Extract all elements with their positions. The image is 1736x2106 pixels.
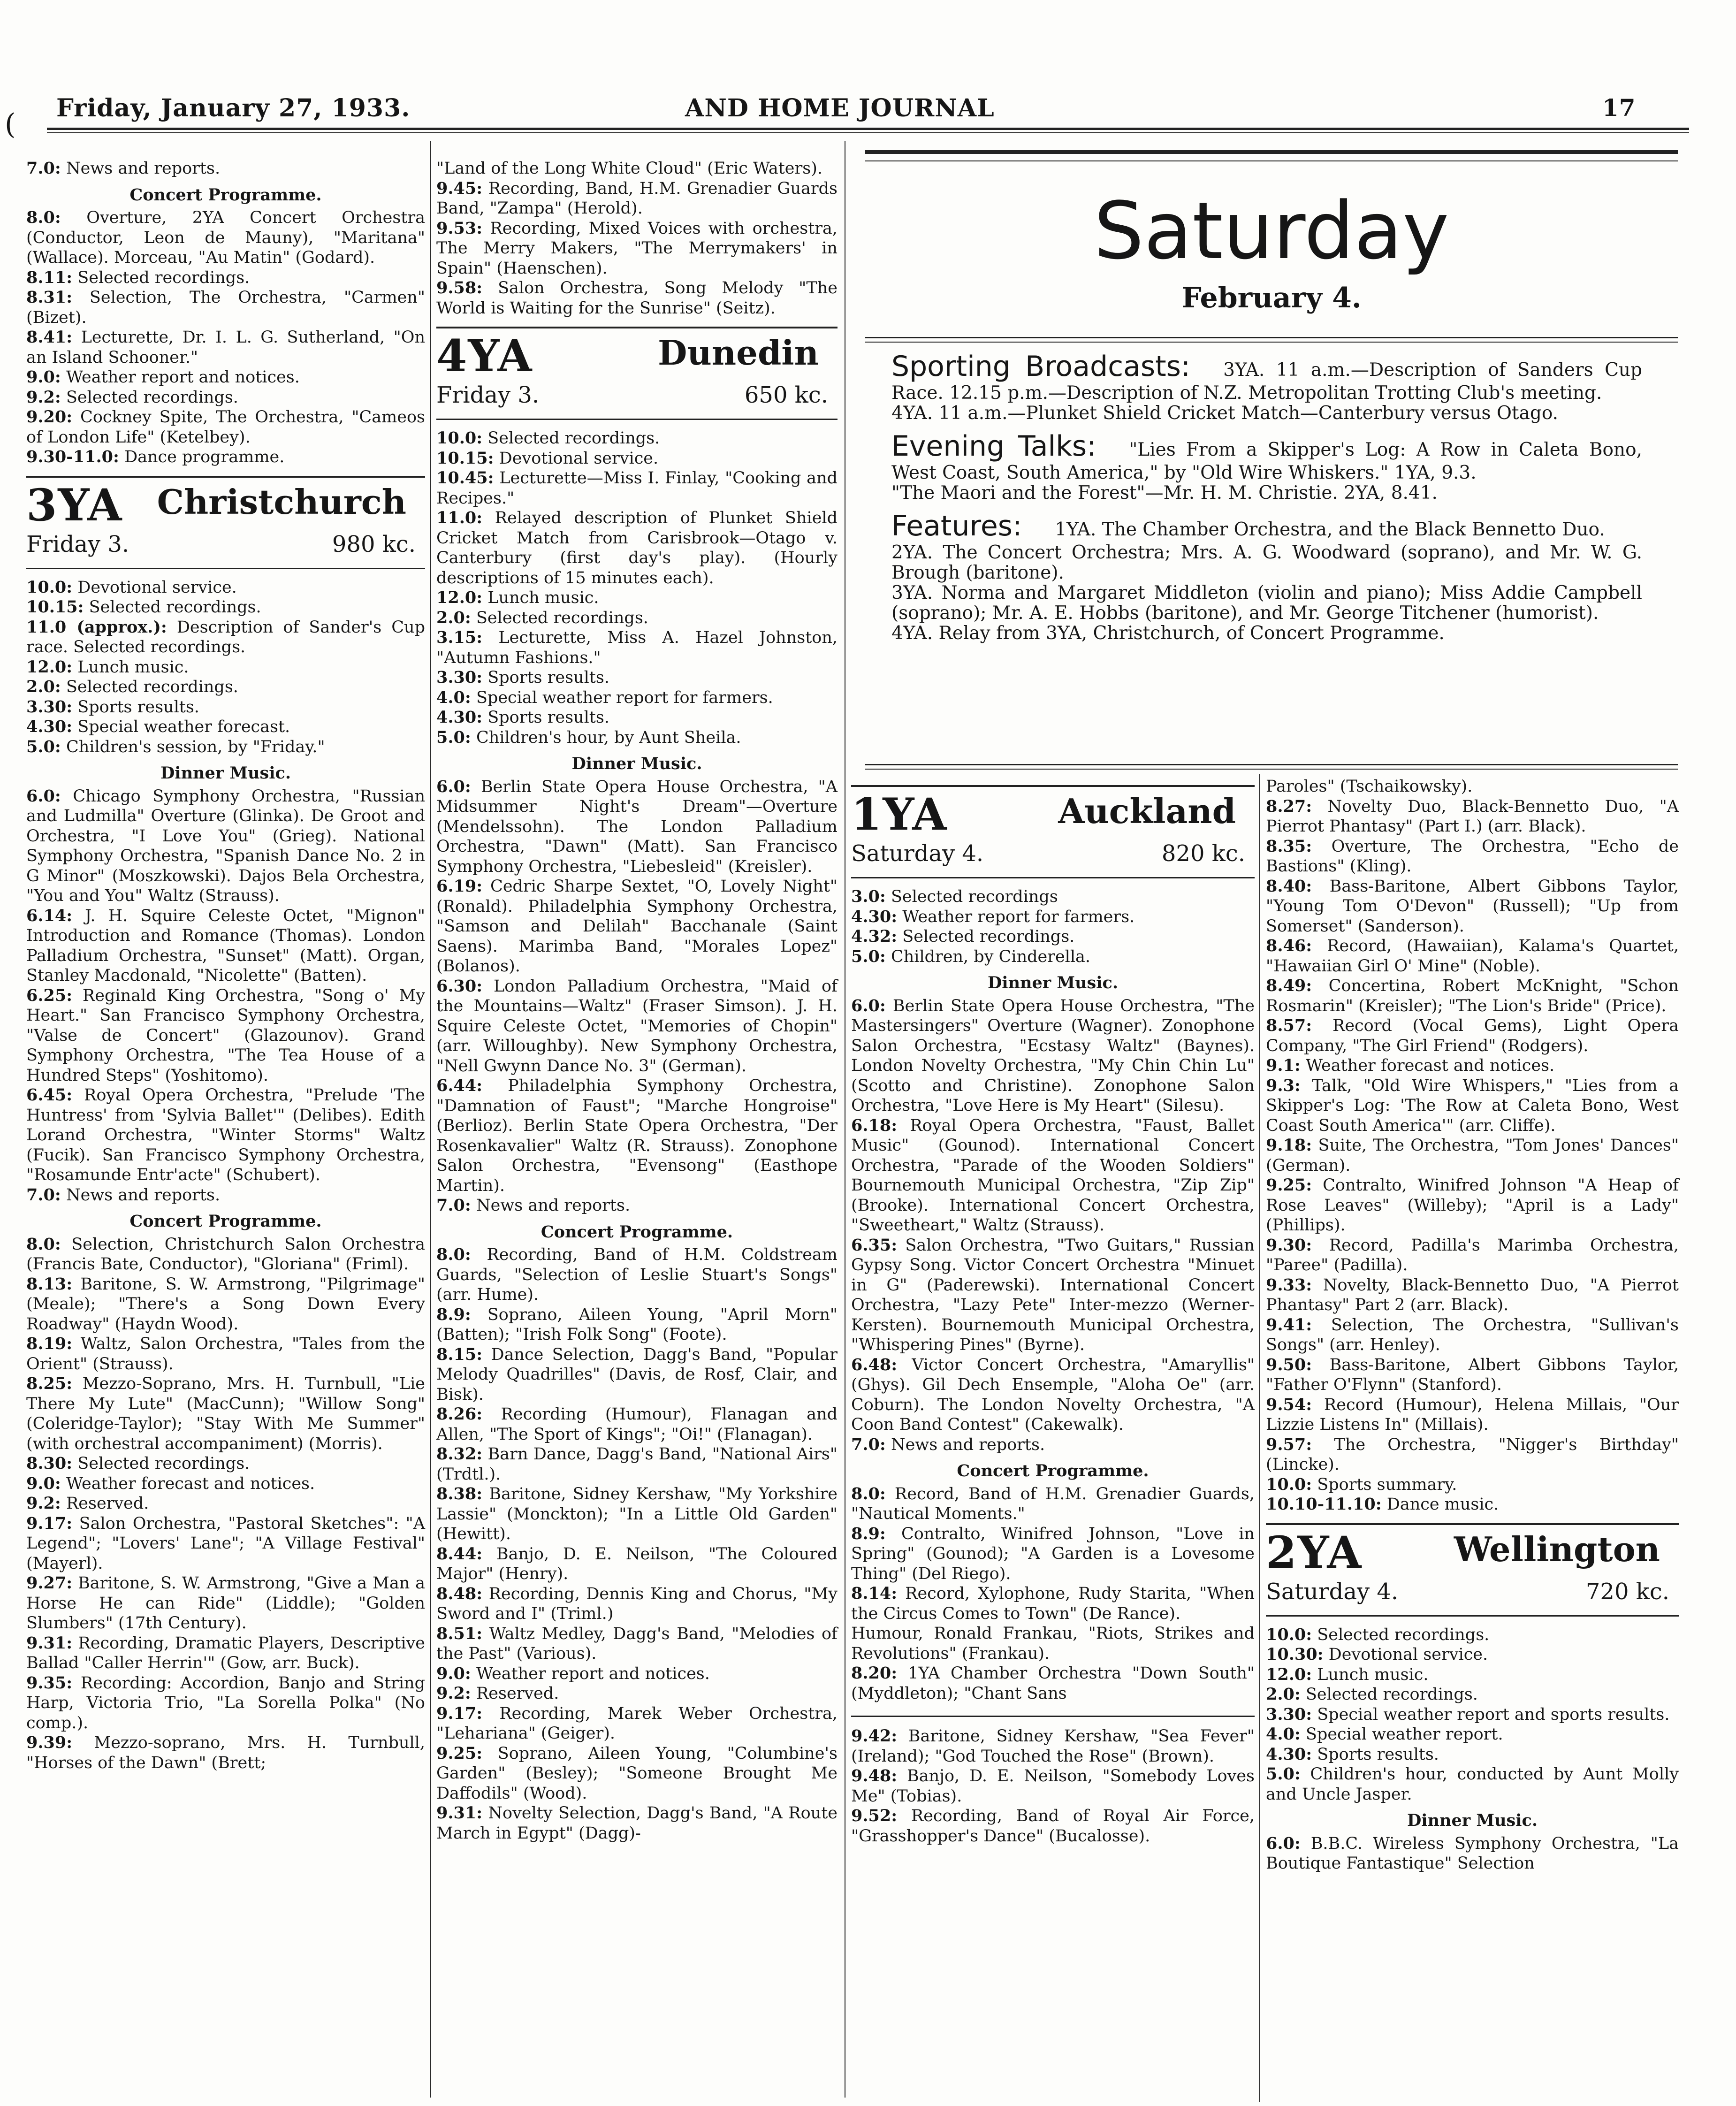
program-entry: 9.50: Bass-Baritone, Albert Gibbons Taylor, "Father O'Flynn" (Stanford).	[1266, 1355, 1679, 1394]
station-rule-bottom	[436, 419, 838, 420]
entry-time: 5.0:	[26, 737, 61, 756]
program-entry: 8.14: Record, Xylophone, Rudy Starita, "When the Circus Comes to Town" (De Rance).	[851, 1584, 1255, 1623]
entry-time: 9.57:	[1266, 1435, 1312, 1454]
station-call: 2YA	[1266, 1526, 1363, 1579]
header-rule	[47, 128, 1689, 130]
talks-label: Evening Talks:	[891, 430, 1096, 463]
program-entry: 8.0: Overture, 2YA Concert Orchestra (Conductor, Leon de Mauny), "Maritana" (Wallace). Morceau, "Au Matin" (Godard).	[26, 208, 425, 267]
entry-time: 8.19:	[26, 1334, 73, 1353]
program-entry: 5.0: Children's hour, by Aunt Sheila.	[436, 727, 741, 747]
entry-time: 8.0:	[26, 208, 61, 227]
program-entry: 8.46: Record, (Hawaiian), Kalama's Quartet, "Hawaiian Girl O' Mine" (Noble).	[1266, 936, 1679, 976]
program-entry: 7.0: News and reports.	[26, 159, 221, 178]
station-subheader	[436, 382, 838, 408]
program-entry: 8.26: Recording (Humour), Flanagan and Allen, "The Sport of Kings"; "Oi!" (Flanagan).	[436, 1404, 838, 1444]
program-entry: 9.0: Weather report and notices.	[436, 1663, 710, 1683]
station-day: Saturday 4.	[851, 840, 984, 867]
program-entry: 6.44: Philadelphia Symphony Orchestra, "Damnation of Faust"; "Marche Hongroise" (Berlioz). Berlin State Opera Orchestra, "Der Rosenkavalier" Waltz (R. Strauss). Zonophone Salon Orchestra, "Evensong" (Easthope Martin).	[436, 1076, 838, 1195]
entry-time: 9.33:	[1266, 1275, 1312, 1295]
program-entry: 6.0: B.B.C. Wireless Symphony Orchestra, "La Boutique Fantastique" Selection	[1266, 1833, 1679, 1873]
program-entry: 8.11: Selected recordings.	[26, 267, 250, 287]
station-day: Friday 3.	[26, 531, 129, 557]
program-entry: 8.9: Soprano, Aileen Young, "April Morn" (Batten); "Irish Folk Song" (Foote).	[436, 1305, 838, 1344]
entry-time: 8.51:	[436, 1624, 483, 1643]
features-item: 1YA. The Chamber Orchestra, and the Black Bennetto Duo.	[1055, 519, 1605, 540]
program-entry: 6.18: Royal Opera Orchestra, "Faust, Ballet Music" (Gounod). International Concert Orchestra, "Parade of the Wooden Soldiers" Bournemouth Municipal Orchestra, "Zip Zip" (Brooke). International Concert Orchestra, "Sweetheart," Waltz (Strauss).	[851, 1115, 1255, 1235]
program-entry: 8.0: Selection, Christchurch Salon Orchestra (Francis Bate, Conductor), "Gloriana" (Friml).	[26, 1234, 425, 1274]
program-entry: 9.25: Contralto, Winifred Johnson "A Heap of Rose Leaves" (Willeby); "April is a Lady" (Phillips).	[1266, 1175, 1679, 1235]
program-entry: 6.14: J. H. Squire Celeste Octet, "Mignon" Introduction and Romance (Thomas). London Palladium Orchestra, "Sunset" (Matt). Organ, Stanley Macdonald, "Nicolette" (Batten).	[26, 906, 425, 985]
program-entry: 6.35: Salon Orchestra, "Two Guitars," Russian Gypsy Song. Victor Concert Orchestra "Minuet in G" (Paderewski). International Concert Orchestra, "Lazy Pete" Inter-mezzo (Werner-Kersten). Bournemouth Municipal Orchestra, "Whispering Pines" (Byrne).	[851, 1235, 1255, 1354]
section-heading: Concert Programme.	[129, 1212, 322, 1231]
program-entry: 3.30: Special weather report and sports results.	[1266, 1704, 1670, 1724]
program-entry: 6.25: Reginald King Orchestra, "Song o' My Heart." San Francisco Symphony Orchestra, "Valse de Concert" (Glazounov). Grand Symphony Orchestra, "The Tea House of a Hundred Steps" (Yoshitomo).	[26, 985, 425, 1085]
program-entry: 9.17: Recording, Marek Weber Orchestra, "Lehariana" (Geiger).	[436, 1703, 838, 1743]
station-subheader	[1266, 1579, 1679, 1605]
section-heading: Dinner Music.	[160, 763, 291, 783]
entry-time: 3.15:	[436, 628, 483, 647]
program-entry: 9.39: Mezzo-soprano, Mrs. H. Turnbull, "Horses of the Dawn" (Brett;	[26, 1733, 425, 1772]
program-entry: 9.48: Banjo, D. E. Neilson, "Somebody Loves Me" (Tobias).	[851, 1766, 1255, 1806]
program-entry: 11.0 (approx.): Description of Sander's Cup race. Selected recordings.	[26, 617, 425, 656]
station-city: Christchurch	[157, 481, 406, 522]
entry-time: 4.30:	[26, 717, 73, 736]
entry-time: 5.0:	[851, 946, 886, 966]
sporting-item: 4YA. 11 a.m.—Plunket Shield Cricket Match—Canterbury versus Otago.	[891, 403, 1559, 424]
program-entry: 8.13: Baritone, S. W. Armstrong, "Pilgrimage" (Meale); "There's a Song Down Every Roadway" (Haydn Wood).	[26, 1274, 425, 1334]
scan-mark: (	[5, 108, 16, 141]
entry-time: 6.35:	[851, 1235, 898, 1255]
entry-time: 12.0:	[436, 588, 483, 607]
entry-time: 6.25:	[26, 985, 73, 1005]
entry-time: 9.53:	[436, 218, 483, 238]
saturday-summary	[891, 350, 1642, 643]
program-entry: 8.35: Overture, The Orchestra, "Echo de Bastions" (Kling).	[1266, 836, 1679, 876]
entry-time: 10.0:	[1266, 1625, 1312, 1644]
entry-time: 6.30:	[436, 976, 483, 996]
entry-time: 8.57:	[1266, 1016, 1312, 1035]
program-entry: 9.42: Baritone, Sidney Kershaw, "Sea Fever" (Ireland); "God Touched the Rose" (Brown).	[851, 1726, 1255, 1766]
program-entry: 6.0: Chicago Symphony Orchestra, "Russian and Ludmilla" Overture (Glinka). De Groot and Orchestra, "I Love You" (Grieg). National Symphony Orchestra, "Spanish Dance No. 2 in G Minor" (Moszkowski). Dajos Bela Orchestra, "You and You" Waltz (Strauss).	[26, 786, 425, 905]
entry-time: 6.0:	[851, 996, 886, 1015]
program-entry: 9.30: Record, Padilla's Marimba Orchestra, "Paree" (Padilla).	[1266, 1235, 1679, 1274]
entry-time: 7.0:	[26, 1185, 61, 1205]
entry-time: 8.38:	[436, 1484, 483, 1503]
entry-time: 9.2:	[436, 1684, 471, 1703]
column-saturday-2ya	[1266, 777, 1679, 1874]
talks-item: "The Maori and the Forest"—Mr. H. M. Christie. 2YA, 8.41.	[891, 482, 1438, 504]
features-item: 3YA. Norma and Margaret Middleton (violin and piano); Miss Addie Campbell (soprano); Mr. A. E. Hobbs (baritone), and Mr. George Titchener (humorist).	[891, 582, 1642, 624]
entry-time: 9.58:	[436, 278, 483, 298]
program-entry: 12.0: Lunch music.	[26, 657, 189, 677]
entry-time: 2.0:	[1266, 1685, 1301, 1704]
entry-time: 8.15:	[436, 1344, 483, 1364]
entry-time: 8.48:	[436, 1584, 483, 1603]
program-entry: 3.30: Sports results.	[436, 668, 609, 687]
entry-time: 6.0:	[26, 786, 61, 806]
column-friday-2ya-3ya	[26, 159, 425, 1773]
section-heading: Dinner Music.	[987, 973, 1119, 992]
saturday-title: Saturday	[1094, 185, 1449, 277]
station-city: Dunedin	[658, 333, 819, 373]
entry-time: 8.13:	[26, 1274, 73, 1294]
entry-time: 9.0:	[26, 367, 61, 387]
program-entry: 5.0: Children's session, by "Friday."	[26, 737, 325, 756]
entry-time: 8.11:	[26, 267, 73, 287]
column-divider	[430, 141, 431, 2098]
program-entry: 8.9: Contralto, Winifred Johnson, "Love in Spring" (Gounod); "A Garden is a Lovesome Thing" (Del Riego).	[851, 1524, 1255, 1583]
entry-time: 4.30:	[436, 708, 483, 727]
program-entry: 8.15: Dance Selection, Dagg's Band, "Popular Melody Quadrilles" (Davis, de Rosf, Clair, and Bisk).	[436, 1344, 838, 1404]
station-frequency: 820 kc.	[1161, 840, 1245, 867]
program-entry: 8.49: Concertina, Robert McKnight, "Schon Rosmarin" (Kreisler); "The Lion's Bride" (Price).	[1266, 976, 1679, 1015]
features-item: 2YA. The Concert Orchestra; Mrs. A. G. Woodward (soprano), and Mr. W. G. Brough (baritone).	[891, 542, 1642, 583]
station-rule-bottom	[851, 877, 1255, 878]
program-entry: 9.2: Reserved.	[436, 1684, 559, 1703]
program-entry: 10.0: Selected recordings.	[436, 428, 660, 448]
entry-time: 10.0:	[436, 428, 483, 448]
entry-time: 10.10-11.10:	[1266, 1495, 1382, 1514]
entry-time: 3.30:	[1266, 1704, 1312, 1724]
program-entry: 6.48: Victor Concert Orchestra, "Amaryllis" (Ghys). Gil Dech Ensemple, "Aloha Oe" (arr. Coburn). The London Novelty Orchestra, "A Coon Band Contest" (Cakewalk).	[851, 1355, 1255, 1434]
station-rule-top	[26, 476, 425, 478]
entry-time: 10.0:	[1266, 1474, 1312, 1494]
program-entry: 10.15: Selected recordings.	[26, 597, 261, 617]
entry-time: 7.0:	[26, 159, 61, 178]
program-entry: 9.27: Baritone, S. W. Armstrong, "Give a Man a Horse He can Ride" (Liddle); "Golden Slumbers" (17th Century).	[26, 1573, 425, 1633]
program-entry: 5.0: Children, by Cinderella.	[851, 946, 1091, 966]
section-heading: Dinner Music.	[1407, 1811, 1538, 1830]
entry-time: 6.48:	[851, 1355, 898, 1374]
program-entry: 8.38: Baritone, Sidney Kershaw, "My Yorkshire Lassie" (Monckton); "In a Little Old Garden" (Hewitt).	[436, 1484, 838, 1543]
entry-time: 9.42:	[851, 1726, 898, 1746]
program-entry: 8.32: Barn Dance, Dagg's Band, "National Airs" (Trdtl.).	[436, 1444, 838, 1484]
saturday-summary-rule2	[865, 769, 1678, 770]
station-rule-bottom	[26, 568, 425, 569]
program-entry: 6.30: London Palladium Orchestra, "Maid of the Mountains—Waltz" (Fraser Simson). J. H. Squire Celeste Octet, "Memories of Chopin" (arr. Willoughby). New Symphony Orchestra, "Nell Gwynn Dance No. 3" (German).	[436, 976, 838, 1076]
program-entry: 6.19: Cedric Sharpe Sextet, "O, Lovely Night" (Ronald). Philadelphia Symphony Orchestra, "Samson and Delilah" Bacchanale (Saint Saens). Marimba Band, "Morales Lopez" (Bolanos).	[436, 877, 838, 976]
entry-time: 9.52:	[851, 1806, 898, 1825]
station-rule-bottom	[1266, 1615, 1679, 1617]
program-entry: 9.31: Novelty Selection, Dagg's Band, "A Route March in Egypt" (Dagg)-	[436, 1803, 838, 1843]
program-entry: 10.0: Devotional service.	[26, 577, 237, 597]
entry-time: 9.2:	[26, 1494, 61, 1513]
station-call: 1YA	[851, 789, 948, 840]
program-entry: 3.15: Lecturette, Miss A. Hazel Johnston, "Autumn Fashions."	[436, 628, 838, 667]
entry-time: 8.0:	[851, 1484, 886, 1503]
entry-time: 10.45:	[436, 468, 494, 488]
saturday-date: February 4.	[1181, 282, 1362, 314]
entry-time: 4.30:	[851, 907, 898, 926]
program-entry: 10.45: Lecturette—Miss I. Finlay, "Cooking and Recipes."	[436, 468, 838, 508]
entry-time: 9.0:	[26, 1473, 61, 1493]
entry-time: 8.30:	[26, 1454, 73, 1473]
program-entry: 9.0: Weather report and notices.	[26, 367, 300, 387]
entry-time: 9.45:	[436, 178, 483, 198]
program-entry: 2.0: Selected recordings.	[26, 677, 238, 696]
header-rule-thin	[47, 132, 1689, 133]
program-entry: 10.15: Devotional service.	[436, 448, 659, 468]
section-heading: Concert Programme.	[541, 1222, 733, 1242]
station-day: Saturday 4.	[1266, 1578, 1399, 1605]
header-page-number: 17	[1602, 94, 1636, 122]
program-entry: 12.0: Lunch music.	[436, 588, 599, 607]
program-entry: 9.2: Selected recordings.	[26, 387, 238, 407]
program-entry: 4.0: Special weather report for farmers.	[436, 687, 773, 707]
program-entry: 8.41: Lecturette, Dr. I. L. G. Sutherland, "On an Island Schooner."	[26, 328, 425, 367]
entry-time: 9.39:	[26, 1733, 73, 1752]
entry-time: 8.26:	[436, 1404, 483, 1424]
program-entry: 8.57: Record (Vocal Gems), Light Opera Company, "The Girl Friend" (Rodgers).	[1266, 1016, 1679, 1055]
entry-time: 6.44:	[436, 1076, 483, 1095]
program-entry: 4.30: Sports results.	[1266, 1744, 1439, 1764]
entry-time: 9.17:	[436, 1703, 483, 1723]
entry-time: 12.0:	[1266, 1664, 1312, 1684]
station-subheader	[26, 531, 425, 557]
program-entry: 9.20: Cockney Spite, The Orchestra, "Cameos of London Life" (Ketelbey).	[26, 407, 425, 447]
program-entry: 7.0: News and reports.	[436, 1196, 631, 1215]
program-entry: 10.30: Devotional service.	[1266, 1645, 1488, 1664]
program-entry: Paroles" (Tschaikowsky).	[1266, 777, 1473, 796]
program-entry: 6.0: Berlin State Opera House Orchestra, "The Mastersingers" Overture (Wagner). Zonophone Salon Orchestra, "Ecstasy Waltz" (Baynes). London Novelty Orchestra, "My Chin Chin Lu" (Scotto and Christine). Zonophone Salon Orchestra, "Love Here is My Heart" (Silesu).	[851, 996, 1255, 1115]
entry-time: 9.17:	[26, 1513, 73, 1533]
entry-time: 8.41:	[26, 328, 73, 347]
program-entry: "Land of the Long White Cloud" (Eric Waters).	[436, 159, 822, 178]
program-entry: 9.17: Salon Orchestra, "Pastoral Sketches": "A Legend"; "Lovers' Lane"; "A Village Festival" (Mayerl).	[26, 1513, 425, 1573]
program-entry: 6.0: Berlin State Opera House Orchestra, "A Midsummer Night's Dream"—Overture (Mendelssohn). The London Palladium Orchestra, "Dawn" (Matt). San Francisco Symphony Orchestra, "Liebesleid" (Kreisler).	[436, 777, 838, 876]
entry-time: 4.32:	[851, 927, 898, 946]
header-journal: AND HOME JOURNAL	[685, 94, 995, 122]
program-entry: 3.0: Selected recordings	[851, 887, 1058, 906]
program-entry: 8.30: Selected recordings.	[26, 1454, 250, 1473]
saturday-rule-mid2	[865, 342, 1678, 343]
station-rule-top	[851, 785, 1255, 787]
column-saturday-1ya	[851, 777, 1255, 1846]
column-break-rule	[851, 1716, 1255, 1717]
entry-time: 9.30:	[1266, 1235, 1312, 1255]
entry-time: 9.30-11.0:	[26, 447, 119, 466]
entry-time: 11.0:	[436, 508, 483, 527]
entry-time: 9.25:	[436, 1743, 483, 1763]
saturday-rule-top-thin	[865, 160, 1678, 161]
header-date: Friday, January 27, 1933.	[56, 94, 411, 122]
program-entry: 9.33: Novelty, Black-Bennetto Duo, "A Pierrot Phantasy" Part 2 (arr. Black).	[1266, 1275, 1679, 1314]
entry-time: 9.31:	[436, 1803, 483, 1823]
program-entry: 8.31: Selection, The Orchestra, "Carmen" (Bizet).	[26, 288, 425, 327]
station-header	[851, 789, 1255, 840]
entry-time: 9.27:	[26, 1573, 73, 1593]
station-header	[436, 330, 838, 382]
program-entry: 8.0: Recording, Band of H.M. Coldstream Guards, "Selection of Leslie Stuart's Songs" (arr. Hume).	[436, 1245, 838, 1304]
entry-time: 4.30:	[1266, 1744, 1312, 1764]
entry-time: 7.0:	[436, 1196, 471, 1215]
program-entry: 8.0: Record, Band of H.M. Grenadier Guards, "Nautical Moments."	[851, 1484, 1255, 1523]
program-entry: 9.35: Recording: Accordion, Banjo and String Harp, Victoria Trio, "La Sorella Polka" (No comp.).	[26, 1673, 425, 1732]
entry-time: 10.30:	[1266, 1645, 1324, 1664]
entry-time: 8.35:	[1266, 836, 1312, 856]
program-entry: 4.30: Special weather forecast.	[26, 717, 290, 736]
entry-time: 9.20:	[26, 407, 73, 427]
entry-time: 10.15:	[26, 597, 84, 617]
features-item: 4YA. Relay from 3YA, Christchurch, of Concert Programme.	[891, 623, 1445, 644]
entry-time: 8.46:	[1266, 936, 1312, 955]
entry-time: 6.19:	[436, 877, 483, 896]
entry-time: 5.0:	[1266, 1764, 1301, 1784]
section-heading: Concert Programme.	[957, 1461, 1149, 1480]
entry-time: 6.18:	[851, 1115, 898, 1135]
program-entry: Humour, Ronald Frankau, "Riots, Strikes and Revolutions" (Frankau).	[851, 1624, 1255, 1663]
features-label: Features:	[891, 510, 1022, 542]
entry-time: 8.14:	[851, 1584, 898, 1603]
entry-time: 9.25:	[1266, 1175, 1312, 1195]
entry-time: 6.0:	[436, 777, 471, 796]
entry-time: 8.25:	[26, 1374, 73, 1393]
program-entry: 8.44: Banjo, D. E. Neilson, "The Coloured Major" (Henry).	[436, 1544, 838, 1583]
entry-time: 8.44:	[436, 1544, 483, 1564]
program-entry: 2.0: Selected recordings.	[436, 608, 648, 627]
entry-time: 9.31:	[26, 1633, 73, 1653]
program-entry: 9.58: Salon Orchestra, Song Melody "The World is Waiting for the Sunrise" (Seitz).	[436, 278, 838, 318]
program-entry: 8.40: Bass-Baritone, Albert Gibbons Taylor, "Young Tom O'Devon" (Russell); "Up from Somerset" (Sanderson).	[1266, 876, 1679, 936]
entry-time: 9.2:	[26, 387, 61, 407]
entry-time: 9.54:	[1266, 1395, 1312, 1414]
entry-time: 2.0:	[436, 608, 471, 627]
entry-time: 3.0:	[851, 887, 886, 906]
sporting-item: 3YA. 11 a.m.—Description of Sanders Cup Race. 12.15 p.m.—Description of N.Z. Metropolitan Trotting Club's meeting.	[891, 359, 1642, 404]
station-frequency: 980 kc.	[332, 531, 416, 557]
program-entry: 9.3: Talk, "Old Wire Whispers," "Lies from a Skipper's Log: 'The Row at Caleta Bono, West Coast South America'" (arr. Cliffe).	[1266, 1076, 1679, 1135]
entry-time: 12.0:	[26, 657, 73, 677]
program-entry: 3.30: Sports results.	[26, 697, 199, 717]
program-entry: 6.45: Royal Opera Orchestra, "Prelude 'The Huntress' from 'Sylvia Ballet'" (Delibes). Edith Lorand Orchestra, "Winter Storms" Waltz (Fucik). San Francisco Symphony Orchestra, "Rosamunde Entr'acte" (Schubert).	[26, 1085, 425, 1184]
program-entry: 7.0: News and reports.	[851, 1435, 1045, 1454]
program-entry: 9.25: Soprano, Aileen Young, "Columbine's Garden" (Besley); "Someone Brought Me Daffodils" (Wood).	[436, 1743, 838, 1803]
program-entry: 9.41: Selection, The Orchestra, "Sullivan's Songs" (arr. Henley).	[1266, 1315, 1679, 1354]
station-subheader	[851, 840, 1255, 867]
program-entry: 10.0: Sports summary.	[1266, 1474, 1457, 1494]
entry-time: 3.30:	[436, 668, 483, 687]
entry-time: 3.30:	[26, 697, 73, 717]
station-header	[26, 479, 425, 531]
program-entry: 9.18: Suite, The Orchestra, "Tom Jones' Dances" (German).	[1266, 1136, 1679, 1175]
program-entry: 4.30: Sports results.	[436, 708, 609, 727]
station-call: 4YA	[436, 330, 533, 382]
program-entry: 8.25: Mezzo-Soprano, Mrs. H. Turnbull, "Lie There My Lute" (MacCunn); "Willow Song" (Coleridge-Taylor); "Stay With Me Summer" (with orchestral accompaniment) (Morris).	[26, 1374, 425, 1453]
entry-time: 6.45:	[26, 1085, 73, 1105]
entry-time: 8.32:	[436, 1444, 483, 1464]
entry-time: 10.0:	[26, 577, 73, 597]
program-entry: 8.20: 1YA Chamber Orchestra "Down South" (Myddleton); "Chant Sans	[851, 1663, 1255, 1703]
entry-time: 5.0:	[436, 727, 471, 747]
entry-time: 8.0:	[26, 1234, 61, 1254]
program-entry: 4.0: Special weather report.	[1266, 1724, 1503, 1744]
saturday-rule-mid	[865, 337, 1678, 338]
entry-time: 4.0:	[436, 687, 471, 707]
station-day: Friday 3.	[436, 382, 540, 408]
entry-time: 8.9:	[436, 1305, 471, 1324]
entry-time: 9.50:	[1266, 1355, 1312, 1374]
program-entry: 9.31: Recording, Dramatic Players, Descriptive Ballad "Caller Herrin'" (Gow, arr. Buck).	[26, 1633, 425, 1672]
station-rule-top	[436, 327, 838, 328]
entry-time: 8.31:	[26, 288, 73, 307]
entry-time: 11.0 (approx.):	[26, 617, 167, 637]
station-frequency: 720 kc.	[1585, 1578, 1669, 1605]
program-entry: 8.27: Novelty Duo, Black-Bennetto Duo, "A Pierrot Phantasy" (Part I.) (arr. Black).	[1266, 796, 1679, 836]
program-entry: 8.19: Waltz, Salon Orchestra, "Tales from the Orient" (Strauss).	[26, 1334, 425, 1373]
station-frequency: 650 kc.	[744, 382, 828, 408]
entry-time: 2.0:	[26, 677, 61, 696]
program-entry: 4.32: Selected recordings.	[851, 927, 1075, 946]
entry-time: 4.0:	[1266, 1724, 1301, 1744]
section-heading: Concert Programme.	[129, 185, 322, 205]
station-call: 3YA	[26, 479, 123, 531]
entry-time: 6.14:	[26, 906, 73, 925]
entry-time: 9.18:	[1266, 1136, 1312, 1155]
program-entry: 9.0: Weather forecast and notices.	[26, 1473, 315, 1493]
entry-time: 8.40:	[1266, 876, 1312, 896]
program-entry: 9.53: Recording, Mixed Voices with orchestra, The Merry Makers, "The Merrymakers' in Spain" (Haenschen).	[436, 218, 838, 278]
program-entry: 2.0: Selected recordings.	[1266, 1685, 1478, 1704]
program-entry: 9.45: Recording, Band, H.M. Grenadier Guards Band, "Zampa" (Herold).	[436, 178, 838, 218]
entry-time: 8.27:	[1266, 796, 1312, 816]
column-divider	[1259, 774, 1260, 2102]
saturday-summary-rule	[865, 764, 1678, 765]
station-rule-top	[1266, 1523, 1679, 1525]
program-entry: 9.2: Reserved.	[26, 1494, 149, 1513]
entry-time: 8.9:	[851, 1524, 886, 1543]
program-entry: 9.1: Weather forecast and notices.	[1266, 1056, 1555, 1075]
station-city: Auckland	[1058, 791, 1236, 831]
entry-time: 9.3:	[1266, 1076, 1301, 1095]
entry-time: 8.0:	[436, 1245, 471, 1264]
column-friday-4ya	[436, 159, 838, 1843]
section-heading: Dinner Music.	[571, 754, 702, 773]
entry-time: 7.0:	[851, 1435, 886, 1454]
program-entry: 11.0: Relayed description of Plunket Shield Cricket Match from Carisbrook—Otago v. Canterbury (first day's play). (Hourly descriptions of 15 minutes each).	[436, 508, 838, 588]
program-entry: 9.52: Recording, Band of Royal Air Force, "Grasshopper's Dance" (Bucalosse).	[851, 1806, 1255, 1846]
entry-time: 9.1:	[1266, 1056, 1301, 1075]
program-entry: 5.0: Children's hour, conducted by Aunt Molly and Uncle Jasper.	[1266, 1764, 1679, 1804]
program-entry: 9.30-11.0: Dance programme.	[26, 447, 285, 466]
entry-time: 6.0:	[1266, 1833, 1301, 1853]
entry-time: 10.15:	[436, 448, 494, 468]
entry-time: 9.41:	[1266, 1315, 1312, 1335]
program-entry: 10.0: Selected recordings.	[1266, 1625, 1490, 1644]
program-entry: 9.54: Record (Humour), Helena Millais, "Our Lizzie Listens In" (Millais).	[1266, 1395, 1679, 1434]
program-entry: 8.48: Recording, Dennis King and Chorus, "My Sword and I" (Triml.)	[436, 1584, 838, 1623]
saturday-rule-top	[865, 150, 1678, 154]
entry-time: 8.20:	[851, 1663, 898, 1683]
entry-time: 9.0:	[436, 1663, 471, 1683]
station-header	[1266, 1526, 1679, 1579]
entry-time: 9.35:	[26, 1673, 73, 1693]
sporting-label: Sporting Broadcasts:	[891, 350, 1191, 383]
entry-time: 8.49:	[1266, 976, 1312, 995]
program-entry: 12.0: Lunch music.	[1266, 1664, 1429, 1684]
program-entry: 9.57: The Orchestra, "Nigger's Birthday" (Lincke).	[1266, 1435, 1679, 1474]
program-entry: 4.30: Weather report for farmers.	[851, 907, 1135, 926]
program-entry: 7.0: News and reports.	[26, 1185, 221, 1205]
station-city: Wellington	[1454, 1529, 1660, 1569]
program-entry: 8.51: Waltz Medley, Dagg's Band, "Melodies of the Past" (Various).	[436, 1624, 838, 1663]
entry-time: 9.48:	[851, 1766, 898, 1786]
program-entry: 10.10-11.10: Dance music.	[1266, 1495, 1499, 1514]
talks-item: "Lies From a Skipper's Log: A Row in Caleta Bono, West Coast, South America," by "Old Wire Whiskers." 1YA, 9.3.	[891, 439, 1642, 483]
